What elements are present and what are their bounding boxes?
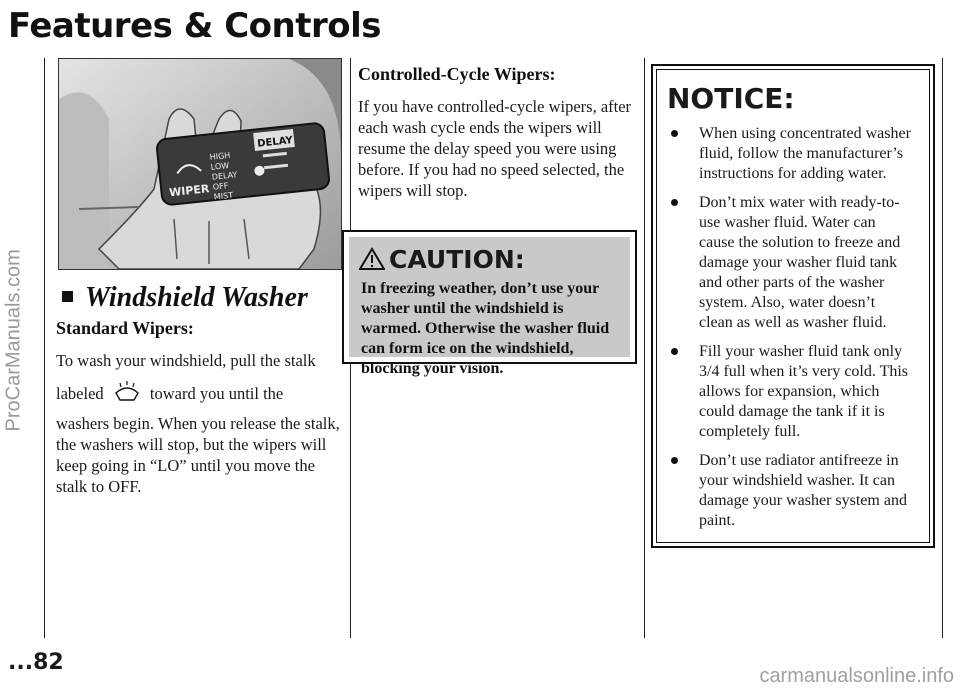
notice-list xyxy=(665,124,911,540)
washer-symbol-icon xyxy=(112,381,142,403)
page-number: ...82 xyxy=(8,650,64,675)
stalk-label-wiper: WIPER xyxy=(168,182,210,200)
wiper-stalk-photo xyxy=(58,58,342,270)
warning-triangle-icon xyxy=(359,247,385,271)
bullet-dot-icon xyxy=(671,130,678,137)
notice-item: Fill your washer fluid tank only 3/4 full when it’s very cold. This allows for expansion, which could damage the tank if it is completely full. xyxy=(665,342,911,442)
notice-title: NOTICE: xyxy=(667,82,795,115)
caution-text: In freezing weather, don’t use your washer until the windshield is warmed. Otherwise the washer fluid can form ice on the windshield, blocking your vision. xyxy=(361,280,610,377)
stalk-label-high: HIGH xyxy=(209,150,231,162)
notice-panel xyxy=(656,69,930,543)
bullet-dot-icon xyxy=(671,348,678,355)
stalk-label-low: LOW xyxy=(210,160,230,172)
caution-title: CAUTION: xyxy=(389,245,525,274)
standard-wipers-text-1: To wash your windshield, pull the stalk xyxy=(56,351,316,370)
stalk-label-delay: DELAY xyxy=(256,135,294,150)
watermark-side: ProCarManuals.com xyxy=(2,249,25,432)
subheading-controlled-cycle-wipers: Controlled-Cycle Wipers: xyxy=(358,64,556,84)
square-bullet-icon xyxy=(62,291,73,302)
notice-item: Don’t use radiator antifreeze in your windshield washer. It can damage your washer system and paint. xyxy=(665,451,911,531)
bullet-dot-icon xyxy=(671,457,678,464)
watermark-bottom: carmanualsonline.info xyxy=(759,665,954,687)
subheading-standard-wipers: Standard Wipers: xyxy=(56,318,194,338)
column-rule-left xyxy=(44,58,45,638)
notice-item: Don’t mix water with ready-to-use washer fluid. Water can cause the solution to freeze and damage your washer fluid tank and other parts of the washer system. Also, water doesn’t clean as well as washer fluid. xyxy=(665,193,911,333)
notice-box xyxy=(651,64,935,548)
wiper-stalk-illustration xyxy=(59,59,341,269)
caution-panel xyxy=(349,237,630,377)
stalk-label-mist: MIST xyxy=(213,190,234,202)
standard-wipers-text-3: washers begin. When you release the stalk, the washers will stop, but the wipers will keep going in “LO” until you move the stalk to OFF. xyxy=(56,414,340,496)
stalk-label-delay-small: DELAY xyxy=(211,170,238,182)
page-title: Features & Controls xyxy=(8,6,381,46)
standard-wipers-text-2: labeled toward you until the xyxy=(56,381,348,404)
column-rule-far-right xyxy=(942,58,943,638)
section-heading-windshield-washer: Windshield Washer xyxy=(62,282,308,314)
stalk-label-off: OFF xyxy=(212,181,229,192)
notice-item: When using concentrated washer fluid, follow the manufacturer’s instructions for adding water. xyxy=(665,124,911,184)
bullet-dot-icon xyxy=(671,199,678,206)
column-rule-right xyxy=(644,58,645,638)
caution-box xyxy=(342,230,637,377)
controlled-cycle-text: If you have controlled-cycle wipers, after each wash cycle ends the wipers will resume the delay speed you were using before. If you had no speed selected, the wipers will stop. xyxy=(358,97,632,200)
